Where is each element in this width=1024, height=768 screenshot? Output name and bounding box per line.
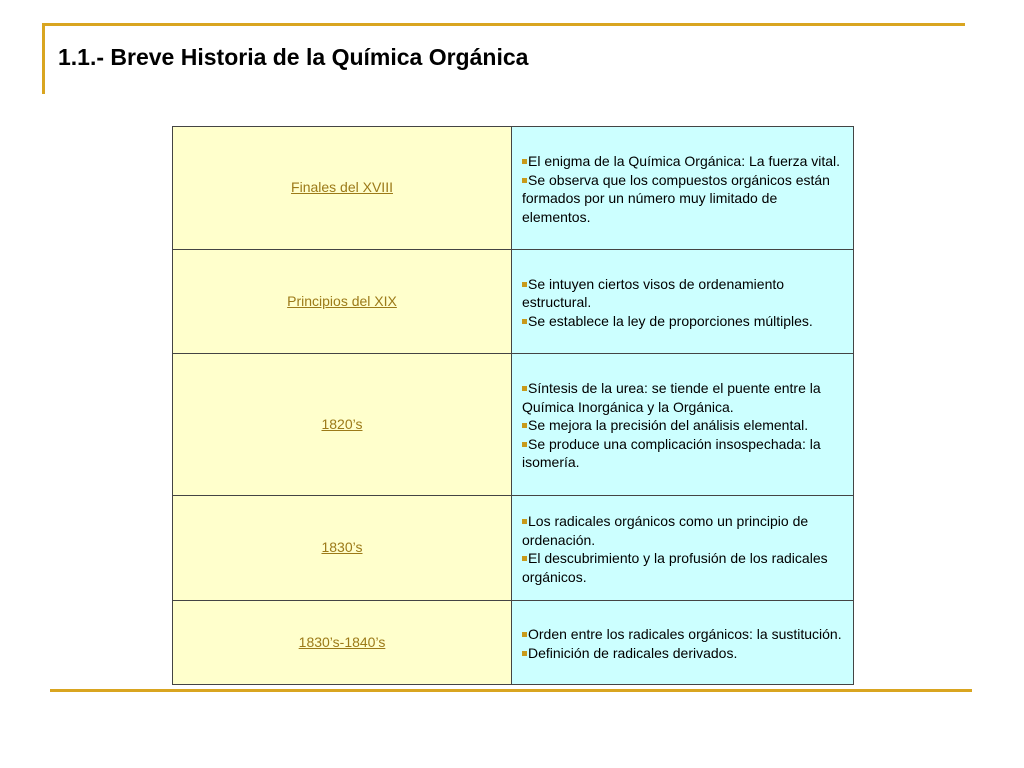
period-cell [173,250,512,354]
table-row [173,250,854,354]
period-cell [173,127,512,250]
list-item-text: Se produce una complicación insospechada: la isomería. [522,435,821,471]
square-bullet-icon [522,651,527,656]
period-cell [173,601,512,685]
title-frame-top-line [42,23,965,26]
list-item [522,275,843,312]
list-item-text: Orden entre los radicales orgánicos: la sustitución. [528,626,842,642]
period-link[interactable]: 1830’s [321,539,363,555]
description-cell [512,496,854,601]
list-item [522,549,843,586]
slide-title: 1.1.- Breve Historia de la Química Orgánica [58,44,529,70]
square-bullet-icon [522,386,527,391]
list-item-text: El descubrimiento y la profusión de los radicales orgánicos. [522,550,828,585]
description-cell [512,354,854,496]
square-bullet-icon [522,632,527,637]
table-row [173,354,854,496]
description-cell [512,250,854,354]
square-bullet-icon [522,423,527,428]
list-item-text: Se mejora la precisión del análisis elemental. [528,417,809,434]
list-item [522,171,843,227]
square-bullet-icon [522,556,527,561]
period-link[interactable]: Finales del XVIII [291,179,393,195]
list-item-text: Se establece la ley de proporciones múltiples. [528,312,813,329]
list-item [522,435,843,472]
list-item [522,312,843,331]
bullet-list [522,379,843,472]
footer-line [50,689,972,692]
list-item [522,379,843,416]
square-bullet-icon [522,282,527,287]
square-bullet-icon [522,319,527,324]
description-cell [512,127,854,250]
bullet-list [522,625,843,662]
description-cell [512,601,854,685]
period-link[interactable]: 1820’s [321,415,363,432]
list-item [522,512,843,549]
square-bullet-icon [522,519,527,524]
list-item [522,152,843,171]
list-item-text: Se observa que los compuestos orgánicos están formados por un número muy limitado de elementos. [522,171,830,225]
period-link[interactable]: Principios del XIX [287,292,397,309]
list-item [522,416,843,435]
list-item-text: El enigma de la Química Orgánica: La fuerza vital. [528,153,841,169]
table-row [173,127,854,250]
period-cell [173,496,512,601]
list-item [522,644,843,663]
square-bullet-icon [522,178,527,183]
title-frame-left-line [42,23,45,94]
history-table [172,126,854,685]
table-row [173,496,854,601]
bullet-list [522,275,843,331]
period-cell [173,354,512,496]
list-item-text: Síntesis de la urea: se tiende el puente entre la Química Inorgánica y la Orgánica. [522,380,821,415]
list-item-text: Definición de radicales derivados. [528,644,738,661]
list-item-text: Los radicales orgánicos como un principio de ordenación. [522,513,809,548]
square-bullet-icon [522,159,527,164]
table-row [173,601,854,685]
bullet-list [522,152,843,226]
list-item-text: Se intuyen ciertos visos de ordenamiento estructural. [522,275,785,311]
list-item [522,625,843,644]
bullet-list [522,512,843,586]
square-bullet-icon [522,442,527,447]
period-link[interactable]: 1830’s-1840’s [298,633,386,650]
